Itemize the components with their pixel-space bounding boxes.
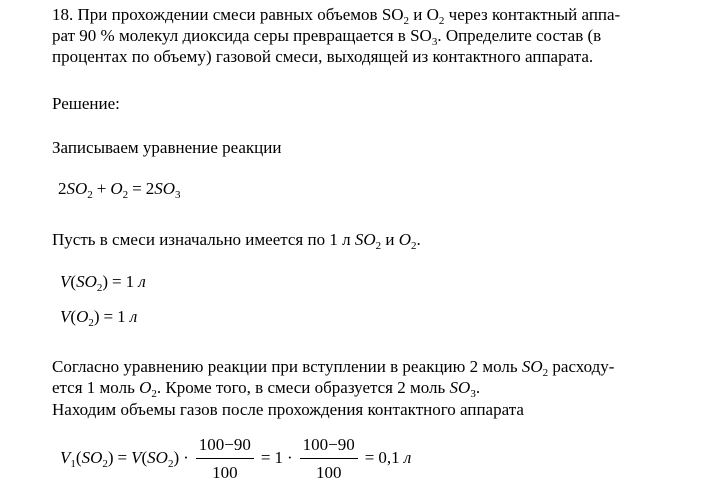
reaction-equation bbox=[58, 178, 181, 199]
denominator: 100 bbox=[212, 463, 238, 482]
volume-symbol: V bbox=[60, 307, 71, 326]
equals-sign: = bbox=[103, 307, 114, 326]
unit: л bbox=[138, 272, 146, 291]
subscript: 2 bbox=[438, 15, 445, 27]
formula-o: O bbox=[76, 307, 89, 326]
subscript: 2 bbox=[411, 240, 417, 252]
equals-sign: = bbox=[132, 179, 142, 198]
problem-line3: процентах по объему) газовой смеси, выходящей из контактного аппарата. bbox=[52, 47, 594, 66]
paren: ) bbox=[173, 447, 180, 467]
result-value: 0,1 bbox=[378, 447, 400, 467]
value: 1 bbox=[125, 272, 135, 291]
subscript: 2 bbox=[375, 240, 382, 252]
problem-line2: рат 90 % молекул диоксида серы превращается в SO bbox=[52, 26, 432, 45]
problem-line1: При прохождении смеси равных объемов SO bbox=[73, 5, 404, 24]
equals-sign: = bbox=[260, 447, 271, 467]
subscript: 2 bbox=[88, 317, 94, 329]
paren: ( bbox=[75, 447, 82, 467]
formula-so: SO bbox=[521, 357, 543, 376]
dot-operator: · bbox=[183, 447, 189, 467]
formula-o: O bbox=[139, 378, 152, 397]
formula-o: O bbox=[110, 179, 123, 198]
formula-so3: SO bbox=[449, 378, 471, 397]
unit: л bbox=[129, 307, 138, 326]
solution-heading: Решение: bbox=[52, 94, 120, 113]
subscript: 3 bbox=[431, 36, 438, 48]
formula-so3: SO bbox=[154, 179, 176, 198]
formula-so: SO bbox=[66, 179, 88, 198]
plus-sign: + bbox=[96, 179, 107, 198]
paren: ) bbox=[102, 272, 109, 291]
final-equation bbox=[60, 434, 411, 484]
subscript: 2 bbox=[102, 457, 108, 470]
numerator: 100−90 bbox=[196, 434, 254, 459]
subscript: 2 bbox=[122, 189, 129, 201]
subscript: 2 bbox=[96, 282, 103, 294]
volume-symbol: V bbox=[131, 447, 142, 467]
subscript: 2 bbox=[151, 388, 157, 400]
step2-pre: Пусть в смеси изначально имеется по 1 л bbox=[52, 230, 355, 249]
coef: 2 bbox=[58, 179, 67, 198]
formula-so: SO bbox=[354, 230, 376, 249]
problem-line1-mid: и O bbox=[409, 5, 439, 24]
step2-text bbox=[52, 229, 421, 250]
step2-end: . bbox=[416, 230, 421, 249]
value: 1 bbox=[274, 447, 283, 467]
fraction-2 bbox=[300, 434, 358, 484]
dot-operator: · bbox=[286, 447, 293, 467]
subscript: 2 bbox=[87, 189, 93, 201]
formula-o: O bbox=[398, 230, 412, 249]
formula-so: SO bbox=[76, 272, 97, 291]
volume-symbol: V bbox=[60, 447, 71, 467]
coef: 2 bbox=[145, 179, 155, 198]
formula-so: SO bbox=[147, 447, 168, 467]
problem-line2-end: . Определите состав (в bbox=[437, 26, 602, 45]
step1-text: Записываем уравнение реакции bbox=[52, 138, 282, 157]
paren: ( bbox=[70, 307, 77, 326]
problem-statement bbox=[52, 4, 672, 67]
denominator: 100 bbox=[315, 463, 342, 482]
paren: ) bbox=[107, 447, 114, 467]
subscript: 2 bbox=[403, 15, 410, 27]
step3-line2-mid: . Кроме того, в смеси образуется 2 моль bbox=[156, 378, 450, 397]
numerator: 100−90 bbox=[300, 434, 358, 459]
step3-line2-end: . bbox=[475, 378, 481, 397]
step3-pre: Согласно уравнению реакции при вступлении в реакцию 2 моль bbox=[52, 357, 522, 376]
equals-sign: = bbox=[117, 447, 128, 467]
step2-and: и bbox=[381, 230, 399, 249]
formula-so: SO bbox=[81, 447, 103, 467]
problem-line1-end: через контактный аппа- bbox=[444, 5, 621, 24]
paren: ( bbox=[141, 447, 148, 467]
paren: ( bbox=[70, 272, 77, 291]
equals-sign: = bbox=[112, 272, 122, 291]
volume-o2 bbox=[60, 306, 137, 327]
subscript: 1 bbox=[70, 457, 76, 470]
step4-text: Находим объемы газов после прохождения контактного аппарата bbox=[52, 400, 524, 419]
step3-text bbox=[52, 356, 672, 398]
volume-so2 bbox=[60, 271, 146, 292]
volume-symbol: V bbox=[60, 272, 71, 291]
step3-mid: расходу- bbox=[548, 357, 615, 376]
step3-line2-pre: ется 1 моль bbox=[52, 378, 140, 397]
subscript: 3 bbox=[470, 388, 476, 400]
unit: л bbox=[403, 447, 412, 467]
subscript: 2 bbox=[167, 457, 174, 470]
paren: ) bbox=[93, 307, 100, 326]
fraction-1 bbox=[196, 434, 254, 484]
subscript: 2 bbox=[542, 367, 549, 379]
equals-sign: = bbox=[364, 447, 375, 467]
value: 1 bbox=[117, 307, 126, 326]
subscript: 3 bbox=[175, 189, 181, 201]
problem-number: 18. bbox=[52, 5, 74, 24]
